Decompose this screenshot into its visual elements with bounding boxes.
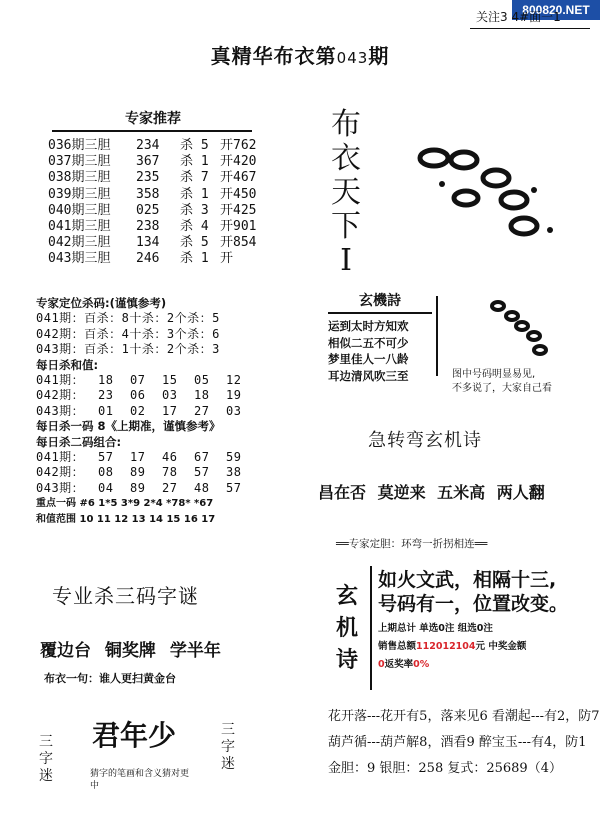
number-cell: 57 bbox=[194, 465, 210, 480]
pair-kill-row bbox=[36, 465, 266, 480]
tip-line: 葫芦循---葫芦解8，酒看9 醉宝玉---有4，防1 bbox=[328, 735, 587, 750]
number-cell: 38 bbox=[226, 465, 242, 480]
draw-cell: 246 bbox=[136, 251, 160, 267]
draw-cell: 238 bbox=[136, 219, 160, 235]
draw-cell: 杀 4 bbox=[180, 219, 209, 235]
sum-range: 和值范围 10 11 12 13 14 15 16 17 bbox=[36, 513, 216, 525]
draw-cell: 037期三胆 bbox=[48, 154, 111, 170]
mystic-poem-title: 玄機詩 bbox=[328, 290, 432, 314]
riddle-heading: 专业杀三码字谜 bbox=[52, 584, 199, 608]
position-kill-row: 042期：百杀：4十杀：3个杀：6 bbox=[36, 326, 220, 341]
draw-cell: 041期三胆 bbox=[48, 219, 111, 235]
draw-cell: 开450 bbox=[220, 186, 257, 202]
draw-cell: 040期三胆 bbox=[48, 202, 111, 218]
number-cell: 78 bbox=[162, 465, 178, 480]
number-cell: 03 bbox=[226, 403, 242, 418]
draw-cell: 杀 1 bbox=[180, 154, 209, 170]
draw-row bbox=[48, 203, 256, 219]
number-cell: 02 bbox=[130, 403, 146, 418]
riddle-side-right: 三字迷 bbox=[221, 722, 235, 772]
draw-cell: 开467 bbox=[220, 170, 257, 186]
draw-row bbox=[48, 170, 256, 186]
number-cell: 041期： bbox=[36, 450, 85, 465]
one-code-heading: 每日杀一码 8《上期准，谨慎参考》 bbox=[36, 419, 221, 434]
draw-row bbox=[48, 187, 256, 203]
number-cell: 15 bbox=[162, 373, 178, 388]
draw-cell: 038期三胆 bbox=[48, 170, 111, 186]
poem-line: 耳边清风吹三至 bbox=[328, 368, 409, 383]
number-cell: 03 bbox=[162, 388, 178, 403]
number-cell: 46 bbox=[162, 450, 178, 465]
number-cell: 23 bbox=[98, 388, 114, 403]
number-cell: 042期： bbox=[36, 465, 85, 480]
riddle-subline: 布衣一句：谁人更扫黄金台 bbox=[44, 672, 176, 685]
number-cell: 17 bbox=[130, 450, 146, 465]
number-cell: 19 bbox=[226, 388, 242, 403]
sum-kill-list bbox=[36, 373, 266, 419]
expert-divider bbox=[52, 130, 252, 132]
draw-cell: 开425 bbox=[220, 202, 257, 218]
draw-cell: 043期三胆 bbox=[48, 251, 111, 267]
draw-cell: 235 bbox=[136, 170, 160, 186]
number-cell: 57 bbox=[98, 450, 114, 465]
draw-row bbox=[48, 219, 256, 235]
draw-cell: 开 bbox=[220, 251, 234, 267]
expert-draw-list bbox=[48, 138, 256, 268]
picture-note: 图中号码明显易见, 不多说了，大家自己看 bbox=[452, 369, 552, 394]
number-cell: 042期： bbox=[36, 388, 85, 403]
number-cell: 48 bbox=[194, 480, 210, 495]
draw-row bbox=[48, 138, 256, 154]
draw-cell: 开420 bbox=[220, 154, 257, 170]
position-kill-row: 043期：百杀：1十杀：2个杀：3 bbox=[36, 342, 220, 357]
site-watermark: 800820.NET bbox=[512, 0, 600, 20]
riddle-hint: 猜字的笔画和含义猜对更中 bbox=[90, 769, 190, 791]
tips-list bbox=[328, 704, 600, 782]
mystic-vertical-title: 玄机诗 bbox=[335, 583, 358, 673]
number-cell: 89 bbox=[130, 480, 146, 495]
draw-row bbox=[48, 235, 256, 251]
riddle-side-left: 三字迷 bbox=[39, 734, 53, 784]
kill-code-panel bbox=[36, 296, 266, 527]
poem-line: 运到太时方知欢 bbox=[328, 319, 409, 333]
sales-stats: 上期总计 单选0注 组选0注 销售总额112012104元 中奖金额 0返奖率0% bbox=[378, 623, 527, 670]
urgent-poem-heading: 急转弯玄机诗 bbox=[368, 430, 482, 451]
number-cell: 01 bbox=[98, 403, 114, 418]
draw-cell: 杀 7 bbox=[180, 170, 209, 186]
number-cell: 18 bbox=[98, 373, 114, 388]
number-cell: 57 bbox=[226, 480, 242, 495]
number-cell: 043期： bbox=[36, 480, 85, 495]
draw-cell: 234 bbox=[136, 138, 160, 153]
number-cell: 89 bbox=[130, 465, 146, 480]
draw-cell: 杀 5 bbox=[180, 235, 209, 251]
sum-kill-heading: 每日杀和值: bbox=[36, 357, 99, 372]
riddle-big-word: 君年少 bbox=[92, 719, 177, 752]
number-cell: 043期： bbox=[36, 403, 85, 418]
focus-code: 重点一码 #6 1*5 3*9 2*4 *78* *67 bbox=[36, 498, 214, 510]
mystic-poem-text: 如火文武，相隔十三, 号码有一，位置改变。 bbox=[378, 569, 569, 615]
follow-note: 关注3 4#面一1 bbox=[476, 10, 561, 24]
number-cell: 27 bbox=[194, 403, 210, 418]
number-cell: 05 bbox=[194, 373, 210, 388]
tip-line: 花开落---花开有5，落来见6 看潮起---有2，防7 bbox=[328, 709, 600, 724]
draw-cell: 开762 bbox=[220, 138, 257, 153]
draw-cell: 134 bbox=[136, 235, 160, 251]
expert-heading: 专家推荐 bbox=[125, 111, 181, 127]
pair-kill-row bbox=[36, 481, 266, 496]
mystic-poem-box bbox=[328, 290, 432, 384]
draw-row bbox=[48, 154, 256, 170]
kill-heading: 专家定位杀码:(谨慎参考) bbox=[36, 296, 167, 310]
riddle-words: 覆边台 铜奖牌 学半年 bbox=[40, 641, 221, 661]
draw-cell: 杀 5 bbox=[180, 138, 209, 153]
draw-cell: 036期三胆 bbox=[48, 138, 111, 153]
poem-line: 相似二五不可少 bbox=[328, 335, 409, 350]
two-code-heading: 每日杀二码组合: bbox=[36, 434, 122, 449]
mystic-poem-lines bbox=[328, 318, 432, 384]
draw-cell: 杀 1 bbox=[180, 186, 209, 202]
number-cell: 041期： bbox=[36, 373, 85, 388]
sum-kill-row bbox=[36, 404, 266, 419]
number-cell: 08 bbox=[98, 465, 114, 480]
draw-cell: 杀 3 bbox=[180, 202, 209, 218]
pair-kill-row bbox=[36, 450, 266, 465]
vertical-title: 布衣天下Ⅰ bbox=[331, 107, 361, 278]
draw-cell: 358 bbox=[136, 186, 160, 202]
number-cell: 67 bbox=[194, 450, 210, 465]
draw-cell: 367 bbox=[136, 154, 160, 170]
draw-cell: 杀 1 bbox=[180, 251, 209, 267]
follow-underline bbox=[470, 28, 590, 29]
urgent-poem-line: 昌在否 莫逆来 五米高 两人翻 bbox=[318, 483, 545, 502]
poem-divider bbox=[436, 296, 438, 376]
pair-kill-list bbox=[36, 450, 266, 496]
sum-kill-row bbox=[36, 388, 266, 403]
mystic-divider bbox=[370, 566, 372, 690]
draw-cell: 开901 bbox=[220, 219, 257, 235]
position-kill-row: 041期：百杀：8十杀：2个杀：5 bbox=[36, 311, 220, 326]
position-kill-list bbox=[36, 311, 266, 357]
draw-cell: 开854 bbox=[220, 235, 257, 251]
number-cell: 17 bbox=[162, 403, 178, 418]
poem-line: 梦里佳人一八龄 bbox=[328, 352, 409, 366]
number-cell: 12 bbox=[226, 373, 242, 388]
expert-banker-line: ══专家定胆：环弯一折拐相连══ bbox=[336, 538, 488, 550]
beads-picture-1 bbox=[404, 130, 564, 250]
tip-line: 金胆：9 银胆：258 复式：25689（4） bbox=[328, 761, 562, 776]
number-cell: 18 bbox=[194, 388, 210, 403]
draw-cell: 025 bbox=[136, 202, 160, 218]
number-cell: 27 bbox=[162, 480, 178, 495]
beads-picture-2 bbox=[478, 292, 558, 364]
number-cell: 07 bbox=[130, 373, 146, 388]
number-cell: 59 bbox=[226, 450, 242, 465]
draw-cell: 039期三胆 bbox=[48, 186, 111, 202]
page-title: 真精华布衣第043期 bbox=[210, 44, 390, 68]
sum-kill-row bbox=[36, 373, 266, 388]
number-cell: 04 bbox=[98, 480, 114, 495]
draw-cell: 042期三胆 bbox=[48, 235, 111, 251]
draw-row bbox=[48, 251, 256, 267]
number-cell: 06 bbox=[130, 388, 146, 403]
